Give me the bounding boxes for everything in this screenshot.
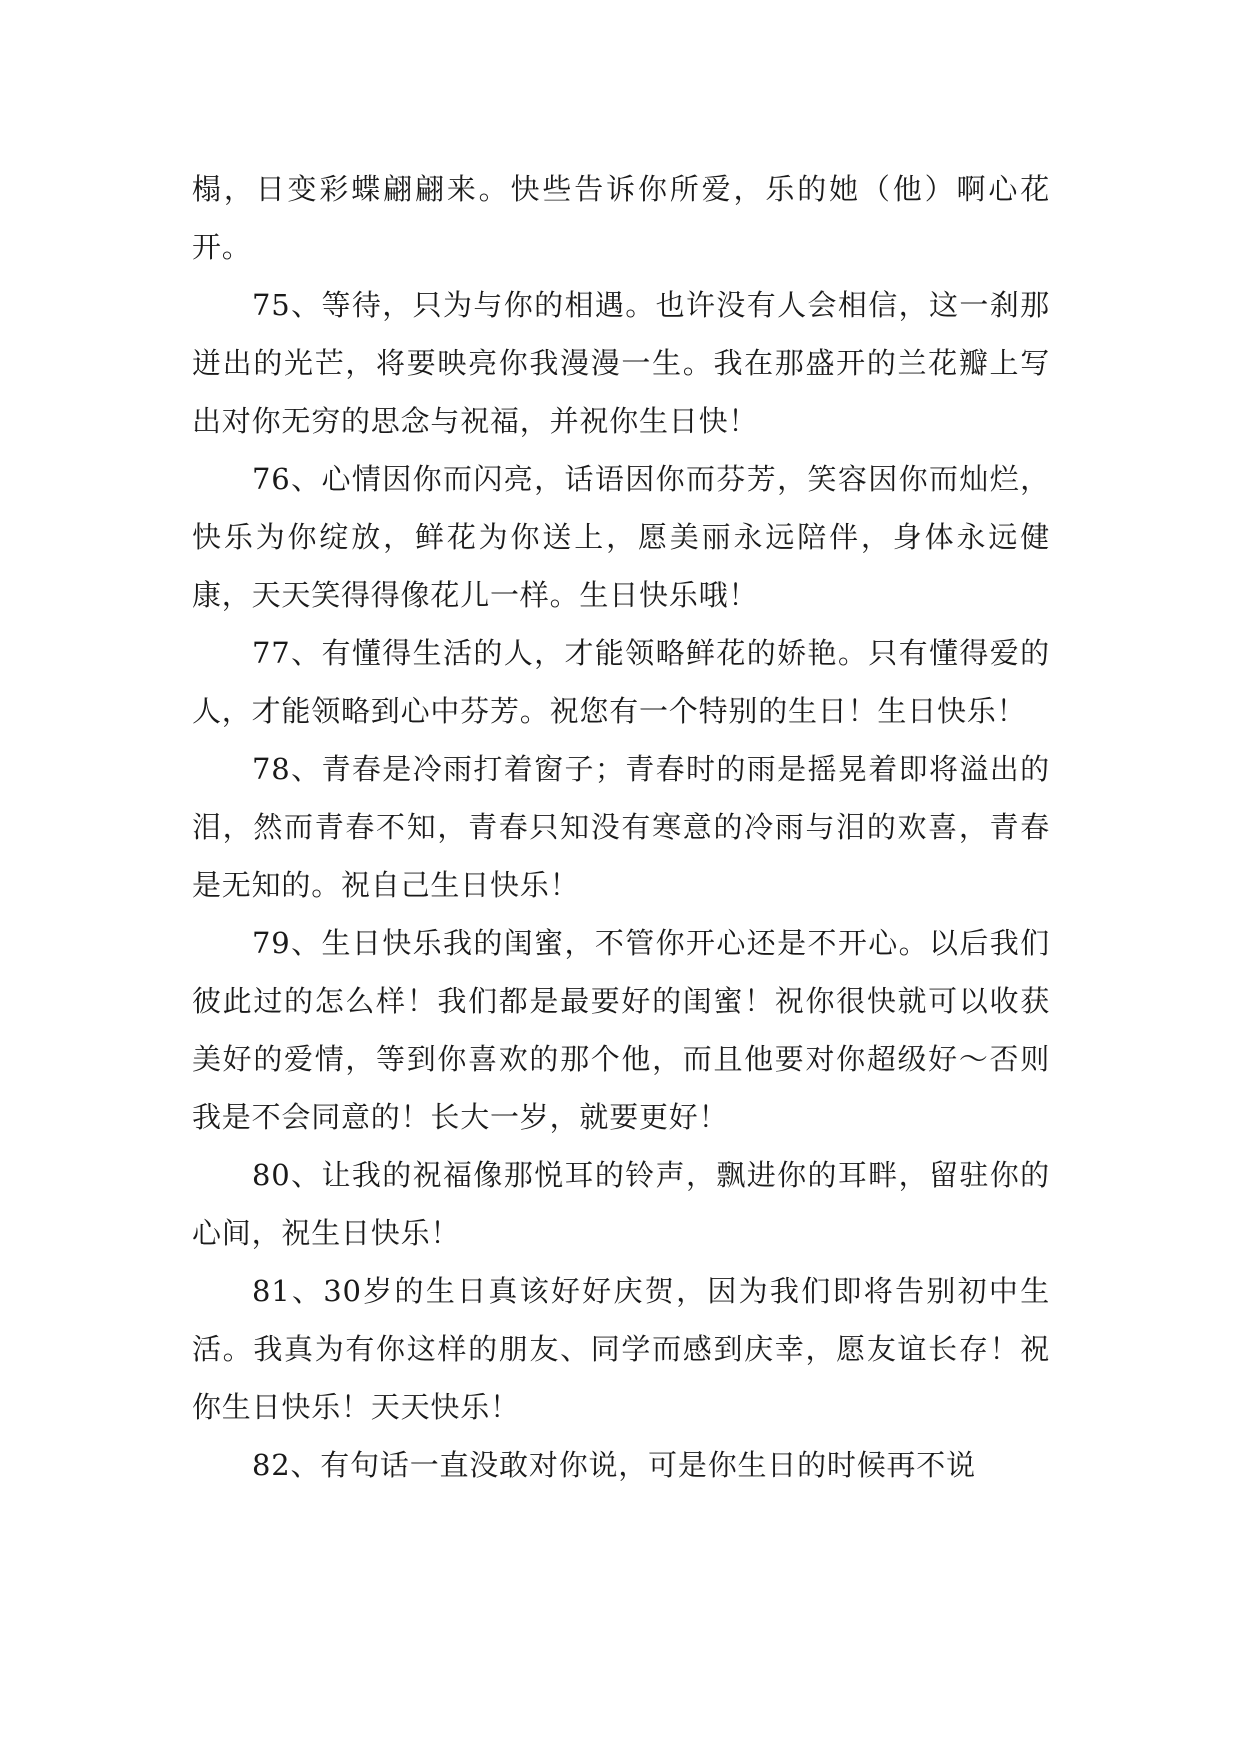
paragraph-81: 81、30岁的生日真该好好庆贺，因为我们即将告别初中生活。我真为有你这样的朋友、同学而感到庆幸，愿友谊长存！祝你生日快乐！天天快乐！ [192, 1274, 1050, 1424]
paragraph-79: 79、生日快乐我的闺蜜，不管你开心还是不开心。以后我们彼此过的怎么样！我们都是最要好的闺蜜！祝你很快就可以收获美好的爱情，等到你喜欢的那个他，而且他要对你超级好～否则我是不会同意的！长大一岁，就要更好！ [192, 926, 1050, 1134]
paragraph-76: 76、心情因你而闪亮，话语因你而芬芳，笑容因你而灿烂，快乐为你绽放，鲜花为你送上，愿美丽永远陪伴，身体永远健康，天天笑得得像花儿一样。生日快乐哦！ [192, 462, 1050, 612]
paragraph-continuation: 榻，日变彩蝶翩翩来。快些告诉你所爱，乐的她（他）啊心花开。 [192, 172, 1050, 264]
paragraph-78: 78、青春是冷雨打着窗子；青春时的雨是摇晃着即将溢出的泪，然而青春不知，青春只知没有寒意的冷雨与泪的欢喜，青春是无知的。祝自己生日快乐！ [192, 752, 1050, 902]
paragraph-75: 75、等待，只为与你的相遇。也许没有人会相信，这一刹那迸出的光芒，将要映亮你我漫漫一生。我在那盛开的兰花瓣上写出对你无穷的思念与祝福，并祝你生日快！ [192, 288, 1050, 438]
paragraph-80: 80、让我的祝福像那悦耳的铃声，飘进你的耳畔，留驻你的心间，祝生日快乐！ [192, 1158, 1050, 1250]
document-body [192, 160, 1050, 1494]
paragraph-77: 77、有懂得生活的人，才能领略鲜花的娇艳。只有懂得爱的人，才能领略到心中芬芳。祝您有一个特别的生日！生日快乐！ [192, 636, 1050, 728]
paragraph-82: 82、有句话一直没敢对你说，可是你生日的时候再不说 [252, 1448, 976, 1482]
